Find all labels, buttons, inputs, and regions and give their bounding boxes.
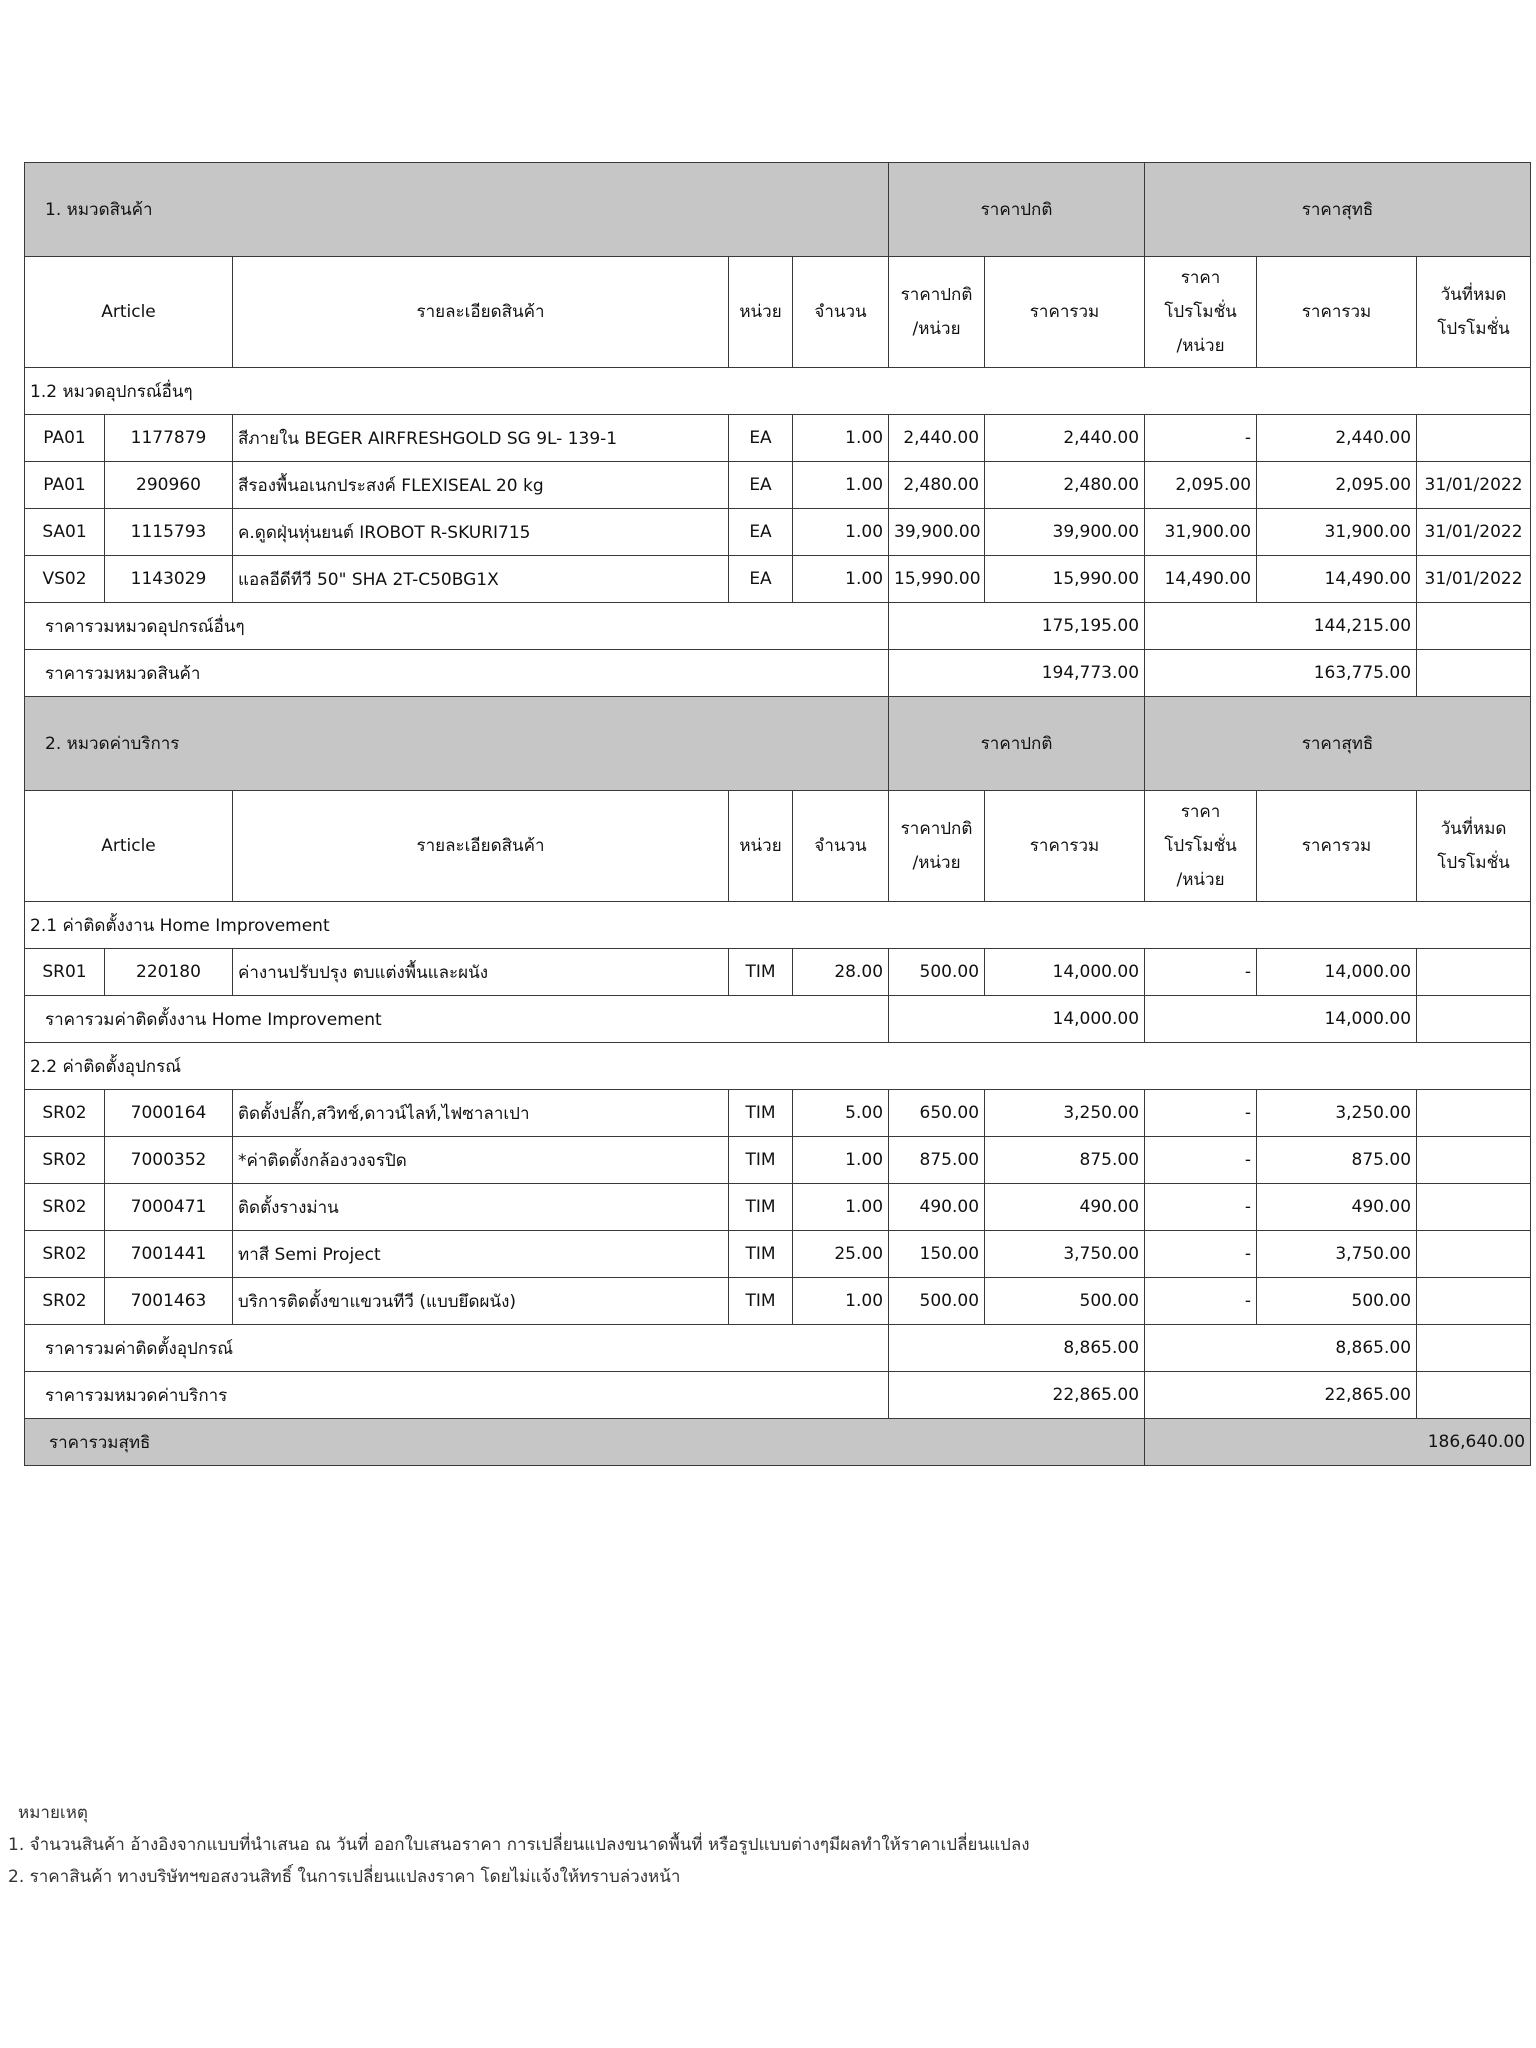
item-description: สีรองพื้นอเนกประสงค์ FLEXISEAL 20 kg bbox=[233, 462, 729, 509]
subtotal-net: 8,865.00 bbox=[1145, 1325, 1417, 1372]
subtotal-normal: 8,865.00 bbox=[889, 1325, 1145, 1372]
note-item-1: 1. จำนวนสินค้า อ้างอิงจากแบบที่นำเสนอ ณ วันที่ ออกใบเสนอราคา การเปลี่ยนแปลงขนาดพื้นที่ หรือรูปแบบต่างๆมีผลทำให้ราคาเปลี่ยนแปลง bbox=[8, 1835, 1030, 1855]
column-header-row bbox=[25, 257, 1531, 368]
subtotal-label: ราคารวมหมวดอุปกรณ์อื่นๆ bbox=[25, 603, 889, 650]
header-line: ราคาปกติ bbox=[900, 285, 973, 305]
item-quantity: 1.00 bbox=[793, 415, 889, 462]
item-description: ทาสี Semi Project bbox=[233, 1231, 729, 1278]
item-article: 1143029 bbox=[105, 556, 233, 603]
net-price-group-header: ราคาสุทธิ bbox=[1145, 163, 1531, 257]
item-unit: TIM bbox=[729, 1231, 793, 1278]
item-net-total: 14,000.00 bbox=[1257, 949, 1417, 996]
subtotal-row bbox=[25, 996, 1531, 1043]
item-unit: EA bbox=[729, 415, 793, 462]
item-promo-end bbox=[1417, 1231, 1531, 1278]
header-line: ราคา bbox=[1180, 268, 1221, 288]
item-article: 7001463 bbox=[105, 1278, 233, 1325]
item-article: 220180 bbox=[105, 949, 233, 996]
header-line: วันที่หมด bbox=[1440, 819, 1507, 839]
col-header-total: ราคารวม bbox=[985, 791, 1145, 902]
item-total: 490.00 bbox=[985, 1184, 1145, 1231]
header-line: โปรโมชั่น bbox=[1437, 319, 1510, 339]
col-header-unit-price bbox=[889, 791, 985, 902]
col-header-unit: หน่วย bbox=[729, 257, 793, 368]
notes-title: หมายเหตุ bbox=[18, 1803, 88, 1823]
item-quantity: 1.00 bbox=[793, 1184, 889, 1231]
item-description: แอลอีดีทีวี 50" SHA 2T-C50BG1X bbox=[233, 556, 729, 603]
item-unit: EA bbox=[729, 509, 793, 556]
item-unit: TIM bbox=[729, 1184, 793, 1231]
subtotal-net: 144,215.00 bbox=[1145, 603, 1417, 650]
header-line: /หน่วย bbox=[912, 319, 961, 339]
item-promo-end: 31/01/2022 bbox=[1417, 509, 1531, 556]
item-promo-end bbox=[1417, 1278, 1531, 1325]
table-row bbox=[25, 949, 1531, 996]
subtotal-row bbox=[25, 603, 1531, 650]
table-row bbox=[25, 1278, 1531, 1325]
section-header bbox=[25, 163, 1531, 257]
item-total: 39,900.00 bbox=[985, 509, 1145, 556]
col-header-article: Article bbox=[25, 257, 233, 368]
item-promo-price: - bbox=[1145, 1278, 1257, 1325]
item-unit-price: 39,900.00 bbox=[889, 509, 985, 556]
item-total: 2,480.00 bbox=[985, 462, 1145, 509]
item-unit-price: 490.00 bbox=[889, 1184, 985, 1231]
subcategory-title: 2.2 ค่าติดตั้งอุปกรณ์ bbox=[25, 1043, 1531, 1090]
item-promo-price: 2,095.00 bbox=[1145, 462, 1257, 509]
grand-total-row bbox=[25, 1419, 1531, 1466]
col-header-quantity: จำนวน bbox=[793, 791, 889, 902]
item-code: PA01 bbox=[25, 462, 105, 509]
table-row bbox=[25, 509, 1531, 556]
item-code: SR02 bbox=[25, 1231, 105, 1278]
item-article: 290960 bbox=[105, 462, 233, 509]
item-article: 7001441 bbox=[105, 1231, 233, 1278]
subcategory-title: 1.2 หมวดอุปกรณ์อื่นๆ bbox=[25, 368, 1531, 415]
item-promo-end bbox=[1417, 949, 1531, 996]
subtotal-normal: 175,195.00 bbox=[889, 603, 1145, 650]
item-promo-price: - bbox=[1145, 949, 1257, 996]
subtotal-net: 14,000.00 bbox=[1145, 996, 1417, 1043]
item-unit-price: 15,990.00 bbox=[889, 556, 985, 603]
item-total: 3,750.00 bbox=[985, 1231, 1145, 1278]
subcategory-title: 2.1 ค่าติดตั้งงาน Home Improvement bbox=[25, 902, 1531, 949]
normal-price-group-header: ราคาปกติ bbox=[889, 697, 1145, 791]
category-total-row bbox=[25, 1372, 1531, 1419]
col-header-promo-end bbox=[1417, 791, 1531, 902]
col-header-description: รายละเอียดสินค้า bbox=[233, 257, 729, 368]
subtotal-label: ราคารวมค่าติดตั้งงาน Home Improvement bbox=[25, 996, 889, 1043]
item-promo-end bbox=[1417, 1137, 1531, 1184]
item-code: SR02 bbox=[25, 1184, 105, 1231]
item-promo-end bbox=[1417, 1184, 1531, 1231]
column-header-row bbox=[25, 791, 1531, 902]
table-row bbox=[25, 1231, 1531, 1278]
item-net-total: 3,250.00 bbox=[1257, 1090, 1417, 1137]
col-header-promo-end bbox=[1417, 257, 1531, 368]
item-quantity: 5.00 bbox=[793, 1090, 889, 1137]
item-code: SR01 bbox=[25, 949, 105, 996]
item-article: 7000471 bbox=[105, 1184, 233, 1231]
item-description: *ค่าติดตั้งกล้องวงจรปิด bbox=[233, 1137, 729, 1184]
net-price-group-header: ราคาสุทธิ bbox=[1145, 697, 1531, 791]
col-header-unit: หน่วย bbox=[729, 791, 793, 902]
item-unit: EA bbox=[729, 462, 793, 509]
item-promo-price: - bbox=[1145, 1231, 1257, 1278]
item-promo-end: 31/01/2022 bbox=[1417, 462, 1531, 509]
item-unit-price: 2,480.00 bbox=[889, 462, 985, 509]
item-quantity: 1.00 bbox=[793, 1278, 889, 1325]
item-article: 7000352 bbox=[105, 1137, 233, 1184]
col-header-unit-price bbox=[889, 257, 985, 368]
item-total: 500.00 bbox=[985, 1278, 1145, 1325]
item-promo-price: - bbox=[1145, 1090, 1257, 1137]
header-line: ราคา bbox=[1180, 802, 1221, 822]
subcategory-row bbox=[25, 1043, 1531, 1090]
item-total: 875.00 bbox=[985, 1137, 1145, 1184]
item-total: 3,250.00 bbox=[985, 1090, 1145, 1137]
item-code: SA01 bbox=[25, 509, 105, 556]
item-total: 14,000.00 bbox=[985, 949, 1145, 996]
item-net-total: 490.00 bbox=[1257, 1184, 1417, 1231]
item-net-total: 3,750.00 bbox=[1257, 1231, 1417, 1278]
col-header-promo-price bbox=[1145, 791, 1257, 902]
item-promo-end bbox=[1417, 1090, 1531, 1137]
subtotal-empty bbox=[1417, 996, 1531, 1043]
item-description: สีภายใน BEGER AIRFRESHGOLD SG 9L- 139-1 bbox=[233, 415, 729, 462]
category-total-empty bbox=[1417, 1372, 1531, 1419]
item-net-total: 31,900.00 bbox=[1257, 509, 1417, 556]
header-line: โปรโมชั่น bbox=[1164, 302, 1237, 322]
item-quantity: 1.00 bbox=[793, 462, 889, 509]
category-total-net: 22,865.00 bbox=[1145, 1372, 1417, 1419]
grand-total-value: 186,640.00 bbox=[1145, 1419, 1531, 1466]
item-net-total: 2,095.00 bbox=[1257, 462, 1417, 509]
item-article: 7000164 bbox=[105, 1090, 233, 1137]
category-total-net: 163,775.00 bbox=[1145, 650, 1417, 697]
table-row bbox=[25, 1090, 1531, 1137]
item-description: บริการติดตั้งขาแขวนทีวี (แบบยึดผนัง) bbox=[233, 1278, 729, 1325]
subtotal-label: ราคารวมค่าติดตั้งอุปกรณ์ bbox=[25, 1325, 889, 1372]
col-header-quantity: จำนวน bbox=[793, 257, 889, 368]
item-unit-price: 150.00 bbox=[889, 1231, 985, 1278]
header-line: /หน่วย bbox=[1176, 870, 1225, 890]
item-quantity: 28.00 bbox=[793, 949, 889, 996]
item-article: 1115793 bbox=[105, 509, 233, 556]
item-code: PA01 bbox=[25, 415, 105, 462]
col-header-net-total: ราคารวม bbox=[1257, 257, 1417, 368]
item-promo-end bbox=[1417, 415, 1531, 462]
item-description: ติดตั้งรางม่าน bbox=[233, 1184, 729, 1231]
item-description: ติดตั้งปลั๊ก,สวิทช์,ดาวน์ไลท์,ไฟซาลาเปา bbox=[233, 1090, 729, 1137]
item-quantity: 1.00 bbox=[793, 1137, 889, 1184]
grand-total-label: ราคารวมสุทธิ bbox=[25, 1419, 1145, 1466]
col-header-total: ราคารวม bbox=[985, 257, 1145, 368]
header-line: ราคาปกติ bbox=[900, 819, 973, 839]
header-line: /หน่วย bbox=[1176, 336, 1225, 356]
item-promo-price: 31,900.00 bbox=[1145, 509, 1257, 556]
subcategory-row bbox=[25, 902, 1531, 949]
item-code: SR02 bbox=[25, 1137, 105, 1184]
item-unit: EA bbox=[729, 556, 793, 603]
item-net-total: 500.00 bbox=[1257, 1278, 1417, 1325]
item-unit: TIM bbox=[729, 1137, 793, 1184]
category-total-empty bbox=[1417, 650, 1531, 697]
section-title: 2. หมวดค่าบริการ bbox=[25, 697, 889, 791]
item-promo-price: - bbox=[1145, 415, 1257, 462]
category-total-row bbox=[25, 650, 1531, 697]
item-quantity: 1.00 bbox=[793, 509, 889, 556]
item-promo-price: - bbox=[1145, 1184, 1257, 1231]
item-quantity: 1.00 bbox=[793, 556, 889, 603]
table-row bbox=[25, 462, 1531, 509]
item-code: SR02 bbox=[25, 1278, 105, 1325]
table-row bbox=[25, 415, 1531, 462]
item-promo-price: 14,490.00 bbox=[1145, 556, 1257, 603]
category-total-normal: 194,773.00 bbox=[889, 650, 1145, 697]
item-net-total: 2,440.00 bbox=[1257, 415, 1417, 462]
table-row bbox=[25, 1184, 1531, 1231]
item-unit-price: 650.00 bbox=[889, 1090, 985, 1137]
subtotal-empty bbox=[1417, 603, 1531, 650]
section-title: 1. หมวดสินค้า bbox=[25, 163, 889, 257]
item-unit-price: 500.00 bbox=[889, 949, 985, 996]
item-net-total: 14,490.00 bbox=[1257, 556, 1417, 603]
item-promo-end: 31/01/2022 bbox=[1417, 556, 1531, 603]
item-unit-price: 2,440.00 bbox=[889, 415, 985, 462]
item-article: 1177879 bbox=[105, 415, 233, 462]
notes-section bbox=[8, 1797, 1030, 1893]
header-line: โปรโมชั่น bbox=[1437, 853, 1510, 873]
subtotal-row bbox=[25, 1325, 1531, 1372]
subtotal-normal: 14,000.00 bbox=[889, 996, 1145, 1043]
item-description: ค.ดูดฝุ่นหุ่นยนต์ IROBOT R-SKURI715 bbox=[233, 509, 729, 556]
item-unit-price: 500.00 bbox=[889, 1278, 985, 1325]
category-total-label: ราคารวมหมวดค่าบริการ bbox=[25, 1372, 889, 1419]
item-total: 2,440.00 bbox=[985, 415, 1145, 462]
item-total: 15,990.00 bbox=[985, 556, 1145, 603]
table-row bbox=[25, 556, 1531, 603]
section-header bbox=[25, 697, 1531, 791]
col-header-promo-price bbox=[1145, 257, 1257, 368]
subtotal-empty bbox=[1417, 1325, 1531, 1372]
subcategory-row bbox=[25, 368, 1531, 415]
category-total-normal: 22,865.00 bbox=[889, 1372, 1145, 1419]
header-line: วันที่หมด bbox=[1440, 285, 1507, 305]
col-header-article: Article bbox=[25, 791, 233, 902]
category-total-label: ราคารวมหมวดสินค้า bbox=[25, 650, 889, 697]
normal-price-group-header: ราคาปกติ bbox=[889, 163, 1145, 257]
item-unit: TIM bbox=[729, 949, 793, 996]
item-unit: TIM bbox=[729, 1090, 793, 1137]
item-unit: TIM bbox=[729, 1278, 793, 1325]
table-row bbox=[25, 1137, 1531, 1184]
item-description: ค่างานปรับปรุง ตบแต่งพื้นและผนัง bbox=[233, 949, 729, 996]
header-line: /หน่วย bbox=[912, 853, 961, 873]
item-unit-price: 875.00 bbox=[889, 1137, 985, 1184]
note-item-2: 2. ราคาสินค้า ทางบริษัทฯขอสงวนสิทธิ์ ในการเปลี่ยนแปลงราคา โดยไม่แจ้งให้ทราบล่วงหน้า bbox=[8, 1867, 681, 1887]
item-code: SR02 bbox=[25, 1090, 105, 1137]
item-code: VS02 bbox=[25, 556, 105, 603]
item-quantity: 25.00 bbox=[793, 1231, 889, 1278]
item-promo-price: - bbox=[1145, 1137, 1257, 1184]
quotation-table bbox=[24, 162, 1531, 1466]
col-header-net-total: ราคารวม bbox=[1257, 791, 1417, 902]
header-line: โปรโมชั่น bbox=[1164, 836, 1237, 856]
item-net-total: 875.00 bbox=[1257, 1137, 1417, 1184]
col-header-description: รายละเอียดสินค้า bbox=[233, 791, 729, 902]
